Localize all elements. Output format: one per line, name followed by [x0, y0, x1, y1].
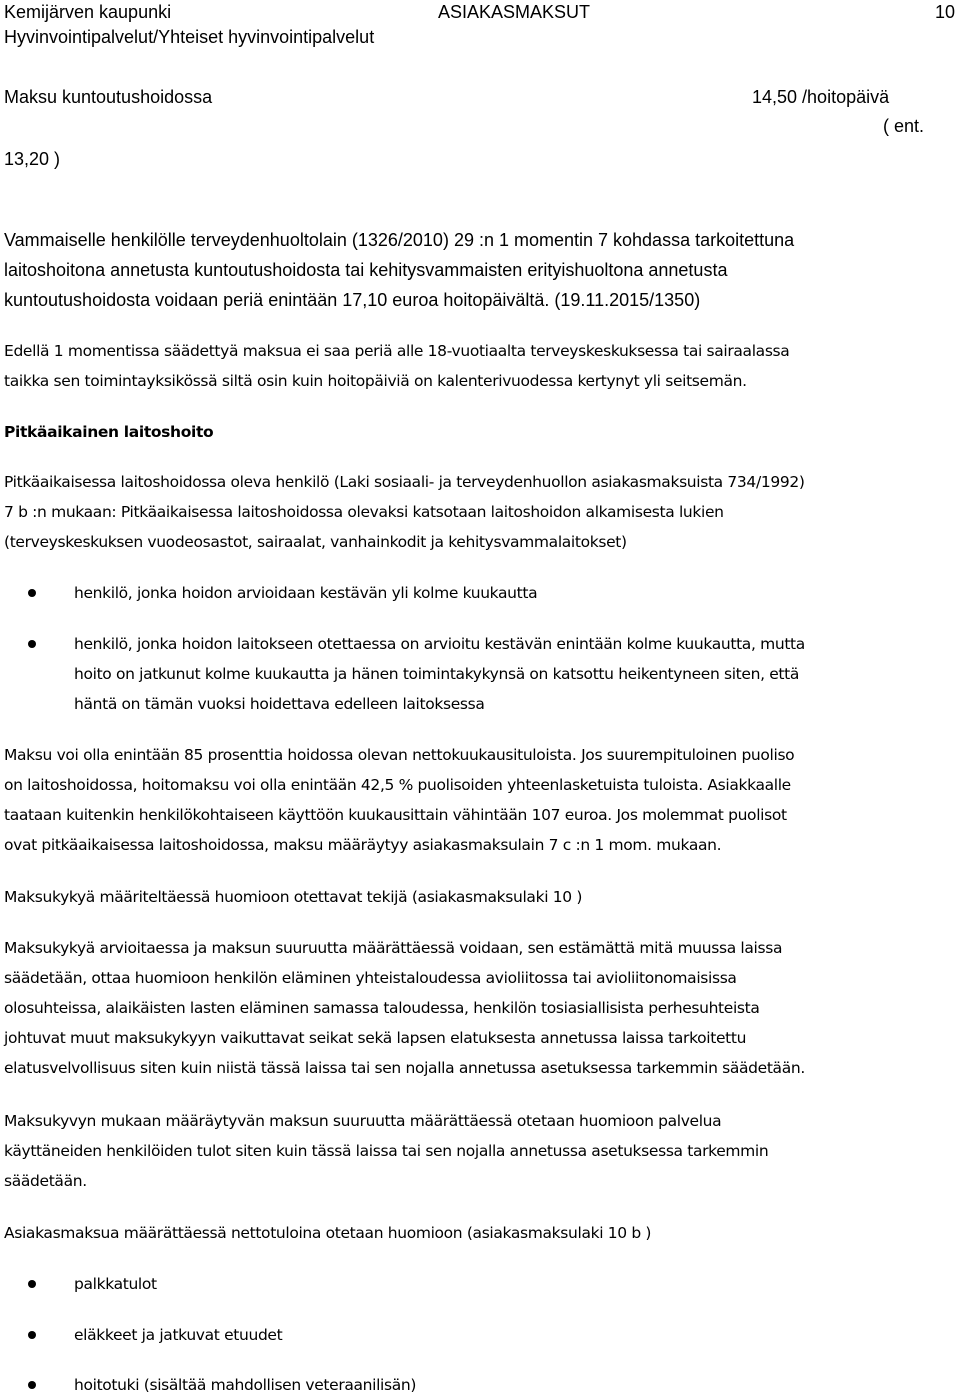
text-line: Pitkäaikaisessa laitoshoidossa oleva henkilö (Laki sosiaali- ja terveydenhuollon asiakasmaksuista 734/1992)	[4, 473, 805, 491]
bullet-icon	[28, 1331, 36, 1339]
text-line: taataan kuitenkin henkilökohtaiseen käyttöön kuukausittain vähintään 107 euroa. Jos molemmat puolisot	[4, 806, 787, 824]
paragraph-pitkaaikaisessa	[4, 467, 956, 557]
text-line: Maksukyvyn mukaan määräytyvän maksun suuruutta määrättäessä otetaan huomioon palvelua	[4, 1112, 722, 1130]
paragraph-maksukyky-arviointi	[4, 933, 956, 1083]
bullet-icon	[28, 1381, 36, 1389]
text-line: hoitotuki (sisältää mahdollisen veteraanilisän)	[74, 1376, 417, 1394]
bullet-icon	[28, 640, 36, 648]
section-heading: Pitkäaikainen laitoshoito	[4, 423, 214, 441]
text-line: henkilö, jonka hoidon arvioidaan kestävän yli kolme kuukautta	[74, 584, 538, 602]
text-line: palkkatulot	[74, 1275, 157, 1293]
fee-label: Maksu kuntoutushoidossa	[4, 87, 213, 107]
text-line: Vammaiselle henkilölle terveydenhuoltolain (1326/2010) 29 :n 1 momentin 7 kohdassa tarkoitettuna	[4, 230, 795, 250]
text-line: häntä on tämän vuoksi hoidettava edelleen laitoksessa	[74, 695, 485, 713]
text-line: Maksukykyä arvioitaessa ja maksun suuruutta määrättäessä voidaan, sen estämättä mitä muussa laissa	[4, 939, 783, 957]
text-line: Edellä 1 momentissa säädettyä maksua ei saa periä alle 18-vuotiaalta terveyskeskuksessa tai sairaalassa	[4, 342, 790, 360]
text-line: (terveyskeskuksen vuodeosastot, sairaalat, vanhainkodit ja kehitysvammalaitokset)	[4, 533, 627, 551]
text-line: taikka sen toimintayksikössä siltä osin kuin hoitopäiviä on kalenterivuodessa kertynyt yli seitsemän.	[4, 372, 747, 390]
paragraph-maksukyky-maarittely	[4, 882, 956, 912]
text-line: Maksu voi olla enintään 85 prosenttia hoidossa olevan nettokuukausituloista. Jos suurempituloinen puoliso	[4, 746, 795, 764]
text-line: olosuhteissa, alaikäisten lasten eläminen samassa taloudessa, henkilön tosiasiallisista perhesuhteista	[4, 999, 760, 1017]
text-line: Asiakasmaksua määrättäessä nettotuloina otetaan huomioon (asiakasmaksulaki 10 b )	[4, 1224, 652, 1242]
text-line: elatusvelvollisuus siten kuin niistä tässä laissa tai sen nojalla annetussa asetuksessa tarkemmin säädetään.	[4, 1059, 805, 1077]
fee-prev-value: 13,20 )	[4, 149, 61, 169]
paragraph-maksukyvyn	[4, 1106, 956, 1196]
paragraph-nettotulot	[4, 1218, 956, 1248]
bullet-icon	[28, 1280, 36, 1288]
text-line: on laitoshoidossa, hoitomaksu voi olla enintään 42,5 % puolisoiden yhteenlasketuista tuloista. Asiakkaalle	[4, 776, 791, 794]
text-line: ovat pitkäaikaisessa laitoshoidossa, maksu määräytyy asiakasmaksulain 7 c :n 1 mom. mukaan.	[4, 836, 722, 854]
header-dept: Hyvinvointipalvelut/Yhteiset hyvinvointipalvelut	[4, 27, 375, 47]
fee-prev-prefix: ( ent.	[883, 116, 925, 136]
header-doc-title: ASIAKASMAKSUT	[438, 2, 591, 22]
text-line: säädetään, ottaa huomioon henkilön eläminen yhteistaloudessa avioliitossa tai avioliitonomaisissa	[4, 969, 737, 987]
paragraph-edella	[4, 336, 956, 396]
text-line: kuntoutushoidosta voidaan periä enintään 17,10 euroa hoitopäivältä. (19.11.2015/1350)	[4, 290, 701, 310]
paragraph-maksu	[4, 740, 956, 860]
text-line: hoito on jatkunut kolme kuukautta ja hänen toimintakykynsä on katsottu heikentyneen siten, että	[74, 665, 800, 683]
text-line: laitoshoitona annetusta kuntoutushoidosta tai kehitysvammaisten erityishuoltona annetusta	[4, 260, 728, 280]
header-page-number: 10	[935, 2, 956, 22]
text-line: henkilö, jonka hoidon laitokseen otettaessa on arvioitu kestävän enintään kolme kuukautta, mutta	[74, 635, 805, 653]
text-line: Maksukykyä määriteltäessä huomioon otettavat tekijä (asiakasmaksulaki 10 )	[4, 888, 583, 906]
text-line: käyttäneiden henkilöiden tulot siten kuin tässä laissa tai sen nojalla annetussa asetuksessa tarkemmin	[4, 1142, 769, 1160]
header-org: Kemijärven kaupunki	[4, 2, 172, 22]
paragraph-vammainen	[4, 225, 956, 315]
fee-amount: 14,50 /hoitopäivä	[752, 87, 890, 107]
text-line: 7 b :n mukaan: Pitkäaikaisessa laitoshoidossa olevaksi katsotaan laitoshoidon alkamisesta lukien	[4, 503, 724, 521]
text-line: säädetään.	[4, 1172, 87, 1190]
text-line: eläkkeet ja jatkuvat etuudet	[74, 1326, 283, 1344]
text-line: johtuvat muut maksukykyyn vaikuttavat seikat sekä lapsen elatuksesta annetussa laissa tarkoitettu	[4, 1029, 747, 1047]
bullet-icon	[28, 589, 36, 597]
